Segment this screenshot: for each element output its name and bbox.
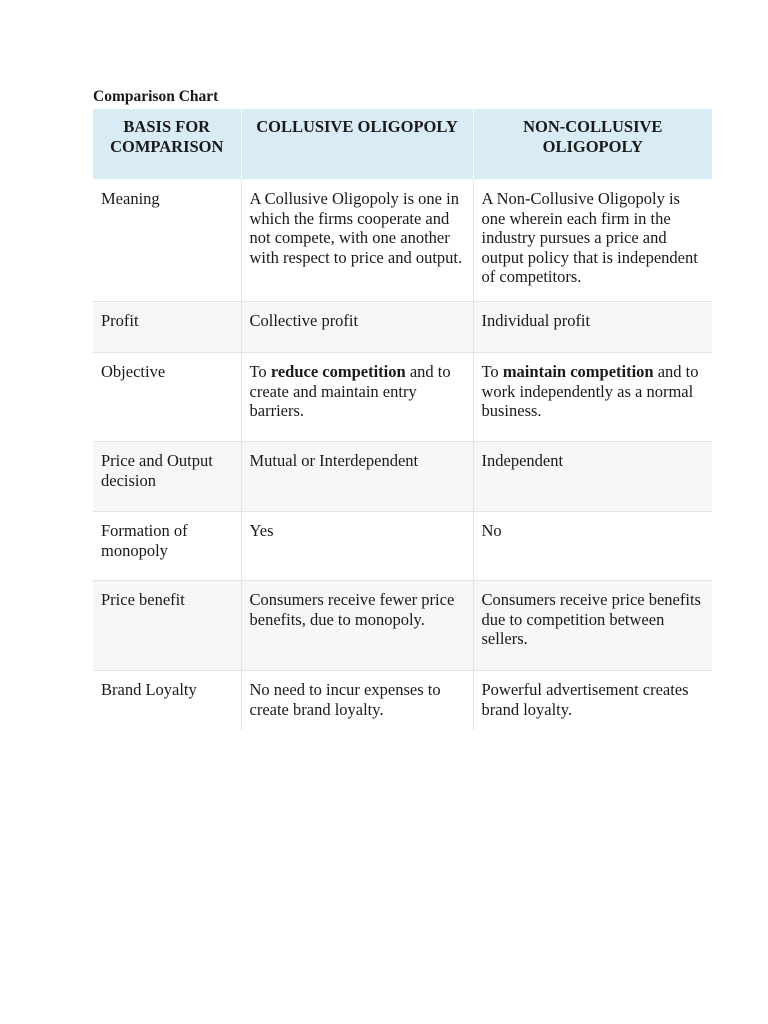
collusive-cell: Yes (241, 512, 473, 581)
table-row (93, 353, 712, 442)
table-body (93, 179, 712, 730)
basis-cell: Brand Loyalty (101, 680, 197, 699)
table-row (93, 512, 712, 581)
header-non-collusive: NON-COLLUSIVE OLIGOPOLY (473, 109, 712, 179)
basis-cell: Price and Output decision (93, 442, 241, 512)
header-row (93, 109, 712, 179)
collusive-cell (241, 353, 473, 442)
collusive-cell: A Collusive Oligopoly is one in which the firms cooperate and not compete, with one another with respect to price and output. (241, 179, 473, 302)
table-header (93, 109, 712, 179)
non-collusive-text-post: and to work independently as a normal business. (481, 362, 699, 420)
collusive-cell: Mutual or Interdependent (241, 442, 473, 512)
table-row (93, 442, 712, 512)
table-row (93, 302, 712, 353)
table-row (93, 179, 712, 302)
non-collusive-cell (473, 353, 712, 442)
page-title: Comparison Chart (93, 88, 219, 105)
collusive-text-bold: reduce competition (270, 362, 406, 381)
header-basis: BASIS FOR COMPARISON (93, 109, 241, 179)
table-row (93, 671, 712, 731)
non-collusive-text-pre: To (481, 362, 503, 381)
collusive-cell: Collective profit (241, 302, 473, 353)
comparison-table (93, 109, 712, 730)
basis-cell: Price benefit (93, 581, 241, 671)
non-collusive-cell: Consumers receive price benefits due to competition between sellers. (473, 581, 712, 671)
collusive-text-post: and to create and maintain entry barriers. (249, 362, 451, 420)
collusive-text-pre: To (249, 362, 271, 381)
header-collusive: COLLUSIVE OLIGOPOLY (241, 109, 473, 179)
non-collusive-cell: Independent (473, 442, 712, 512)
table-row (93, 581, 712, 671)
basis-cell: Formation of monopoly (93, 512, 241, 581)
collusive-cell: No need to incur expenses to create brand loyalty. (241, 671, 473, 731)
non-collusive-cell: Powerful advertisement creates brand loyalty. (473, 671, 712, 731)
basis-cell: Objective (93, 353, 241, 442)
basis-cell: Profit (93, 302, 241, 353)
non-collusive-cell: Individual profit (473, 302, 712, 353)
non-collusive-text-bold: maintain competition (502, 362, 654, 381)
basis-cell: Meaning (93, 179, 241, 302)
non-collusive-cell: No (473, 512, 712, 581)
collusive-cell: Consumers receive fewer price benefits, due to monopoly. (241, 581, 473, 671)
non-collusive-cell: A Non-Collusive Oligopoly is one wherein each firm in the industry pursues a price and output policy that is independent of competitors. (473, 179, 712, 302)
